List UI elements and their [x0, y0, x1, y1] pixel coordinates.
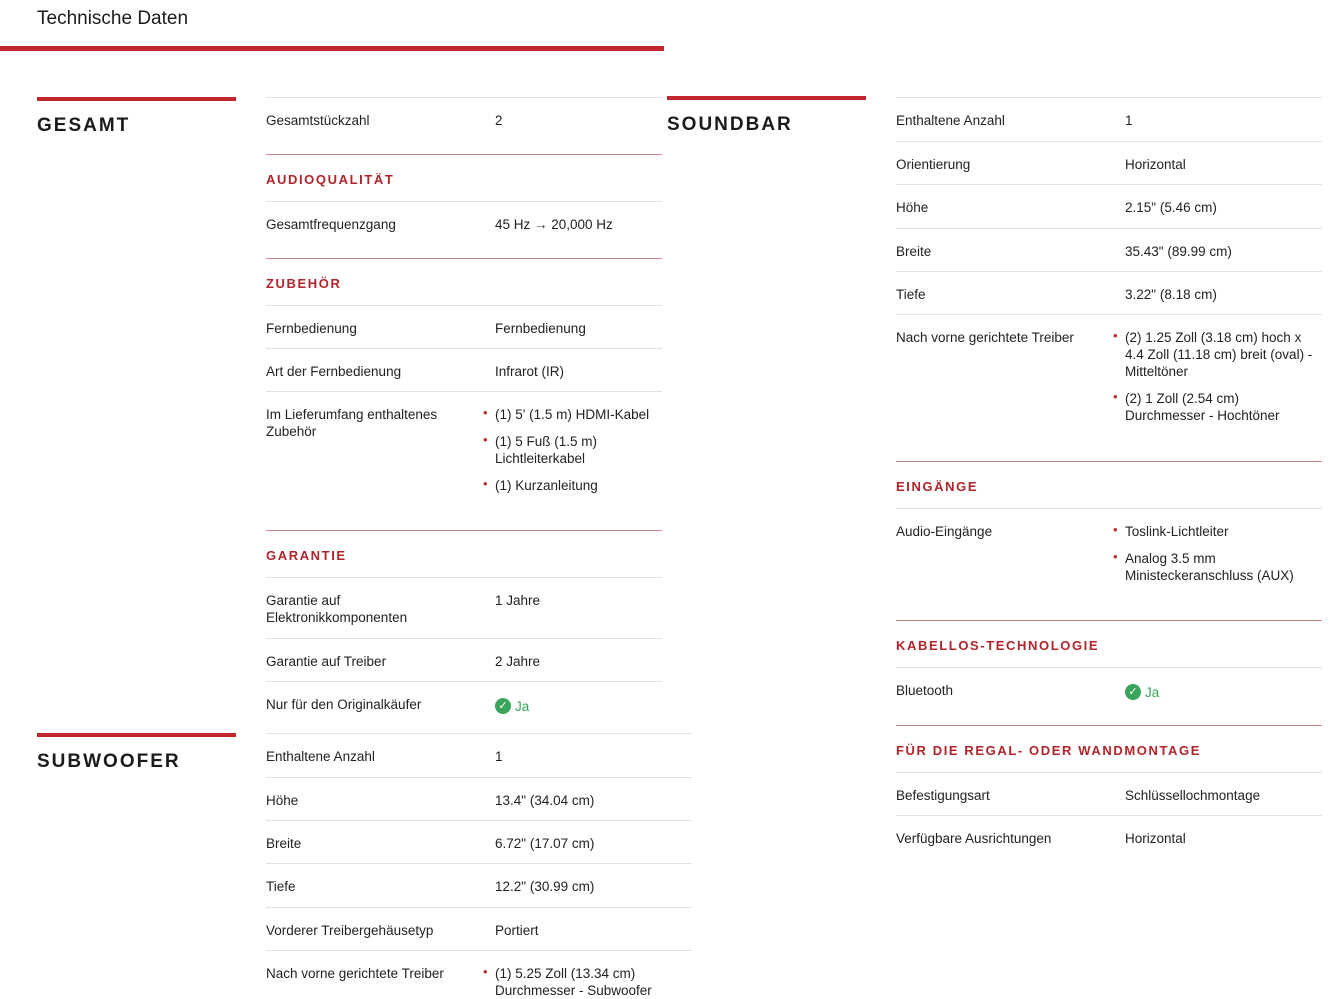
group-title-gesamt: GESAMT — [37, 115, 131, 136]
spec-row-count — [266, 733, 692, 777]
spec-value: Schlüssellochmontage — [1125, 788, 1261, 803]
list-item: • (2) 1.25 Zoll (3.18 cm) hoch x 4.4 Zoll (11.18 cm) breit (oval) - Mitteltöner — [1125, 329, 1322, 380]
spec-value: Horizontal — [1125, 157, 1186, 172]
spec-row-included-accessories — [266, 391, 662, 530]
spec-row-warranty-electronics — [266, 577, 662, 638]
spec-label: Bluetooth — [896, 683, 954, 698]
bullet-list — [1125, 523, 1322, 584]
spec-value — [495, 696, 662, 731]
specs-gesamt — [266, 97, 662, 731]
yes-badge — [495, 698, 529, 715]
spec-row-frequency — [266, 201, 662, 258]
section-title-wireless: KABELLOS-TECHNOLOGIE — [896, 620, 1322, 667]
spec-value: 2.15" (5.46 cm) — [1125, 200, 1217, 215]
spec-label: Höhe — [266, 793, 299, 808]
spec-value: Infrarot (IR) — [495, 364, 565, 379]
spec-row-width — [266, 820, 692, 863]
title-underline — [0, 46, 664, 51]
page-title: Technische Daten — [37, 8, 189, 29]
spec-value: 13.4" (34.04 cm) — [495, 793, 595, 808]
spec-label: Garantie auf Treiber — [266, 654, 387, 669]
spec-value: 6.72" (17.07 cm) — [495, 836, 595, 851]
spec-value: 1 Jahre — [495, 593, 541, 608]
spec-row-audio-inputs — [896, 508, 1322, 620]
spec-row-bluetooth — [896, 667, 1322, 725]
group-heading-gesamt — [37, 97, 236, 137]
spec-row-front-drivers — [896, 314, 1322, 461]
spec-value — [1125, 682, 1322, 725]
spec-value: 3.22" (8.18 cm) — [1125, 287, 1217, 302]
spec-row-width — [896, 228, 1322, 271]
spec-label: Fernbedienung — [266, 321, 357, 336]
spec-value — [1125, 329, 1322, 461]
spec-label: Gesamtstückzahl — [266, 113, 370, 128]
list-item: • (2) 1 Zoll (2.54 cm) Durchmesser - Hochtöner — [1125, 390, 1322, 424]
spec-row-original-owner — [266, 681, 662, 731]
list-item: • (1) 5' (1.5 m) HDMI-Kabel — [495, 406, 662, 423]
group-heading-subwoofer — [37, 733, 236, 773]
spec-row-warranty-drivers — [266, 638, 662, 681]
spec-value: 1 — [495, 749, 503, 764]
spec-value — [495, 965, 692, 998]
spec-label: Befestigungsart — [896, 788, 990, 803]
spec-row-enclosure — [266, 907, 692, 950]
spec-value: 2 — [495, 113, 503, 128]
yes-badge — [1125, 684, 1159, 701]
spec-label: Tiefe — [266, 879, 296, 894]
group-title-subwoofer: SUBWOOFER — [37, 751, 181, 772]
spec-label: Im Lieferumfang enthaltenes Zubehör — [266, 407, 438, 439]
list-item: • (1) 5 Fuß (1.5 m) Lichtleiterkabel — [495, 433, 662, 467]
section-title-mounting: FÜR DIE REGAL- ODER WANDMONTAGE — [896, 725, 1322, 772]
spec-label: Orientierung — [896, 157, 971, 172]
list-item: • (1) Kurzanleitung — [495, 477, 662, 494]
spec-row-remote — [266, 305, 662, 348]
spec-label: Nach vorne gerichtete Treiber — [266, 966, 444, 981]
spec-value: 2 Jahre — [495, 654, 541, 669]
spec-row-mounting-type — [896, 772, 1322, 815]
yes-label: Ja — [515, 698, 530, 714]
spec-label: Verfügbare Ausrichtungen — [896, 831, 1052, 846]
spec-row-front-drivers — [266, 950, 692, 998]
spec-row-orientation — [896, 141, 1322, 184]
spec-value: 45 Hz → 20,000 Hz — [495, 217, 613, 232]
spec-label: Nach vorne gerichtete Treiber — [896, 330, 1074, 345]
spec-label: Breite — [896, 244, 932, 259]
spec-label: Breite — [266, 836, 302, 851]
spec-label: Tiefe — [896, 287, 926, 302]
spec-value: 1 — [1125, 113, 1133, 128]
specs-subwoofer — [266, 733, 692, 998]
section-title-audio: AUDIOQUALITÄT — [266, 154, 662, 201]
spec-label: Art der Fernbedienung — [266, 364, 402, 379]
spec-label: Garantie auf Elektronikkomponenten — [266, 593, 408, 625]
check-circle-icon: ✓ — [495, 698, 511, 714]
spec-value — [495, 406, 662, 530]
bullet-list — [495, 406, 662, 494]
spec-value — [1125, 523, 1322, 620]
list-item: • Analog 3.5 mm Ministeckeranschluss (AUX) — [1125, 550, 1322, 584]
list-item: • (1) 5.25 Zoll (13.34 cm) Durchmesser - Subwoofer — [495, 965, 692, 999]
spec-row-count — [896, 97, 1322, 141]
spec-value: 35.43" (89.99 cm) — [1125, 244, 1232, 259]
group-heading-soundbar — [667, 96, 866, 136]
section-title-inputs: EINGÄNGE — [896, 461, 1322, 508]
spec-value: Portiert — [495, 923, 539, 938]
spec-value: 12.2" (30.99 cm) — [495, 879, 595, 894]
spec-row-remote-type — [266, 348, 662, 391]
spec-label: Enthaltene Anzahl — [266, 749, 375, 764]
spec-row-depth — [896, 271, 1322, 314]
spec-label: Gesamtfrequenzgang — [266, 217, 396, 232]
spec-row-height — [896, 184, 1322, 228]
spec-row-depth — [266, 863, 692, 907]
check-circle-icon: ✓ — [1125, 684, 1141, 700]
spec-row-total — [266, 97, 662, 154]
spec-value: Fernbedienung — [495, 321, 586, 336]
spec-row-height — [266, 777, 692, 820]
section-title-accessories: ZUBEHÖR — [266, 258, 662, 305]
spec-value: Horizontal — [1125, 831, 1186, 846]
section-title-warranty: GARANTIE — [266, 530, 662, 577]
bullet-list — [1125, 329, 1322, 424]
spec-label: Enthaltene Anzahl — [896, 113, 1005, 128]
yes-label: Ja — [1145, 684, 1160, 700]
spec-label: Nur für den Originalkäufer — [266, 697, 422, 712]
specs-soundbar — [896, 97, 1322, 858]
list-item: • Toslink-Lichtleiter — [1125, 523, 1322, 540]
spec-label: Audio-Eingänge — [896, 524, 993, 539]
group-title-soundbar: SOUNDBAR — [667, 114, 793, 135]
bullet-list — [495, 965, 692, 999]
spec-row-orientations — [896, 815, 1322, 858]
spec-label: Vorderer Treibergehäusetyp — [266, 923, 434, 938]
spec-label: Höhe — [896, 200, 929, 215]
